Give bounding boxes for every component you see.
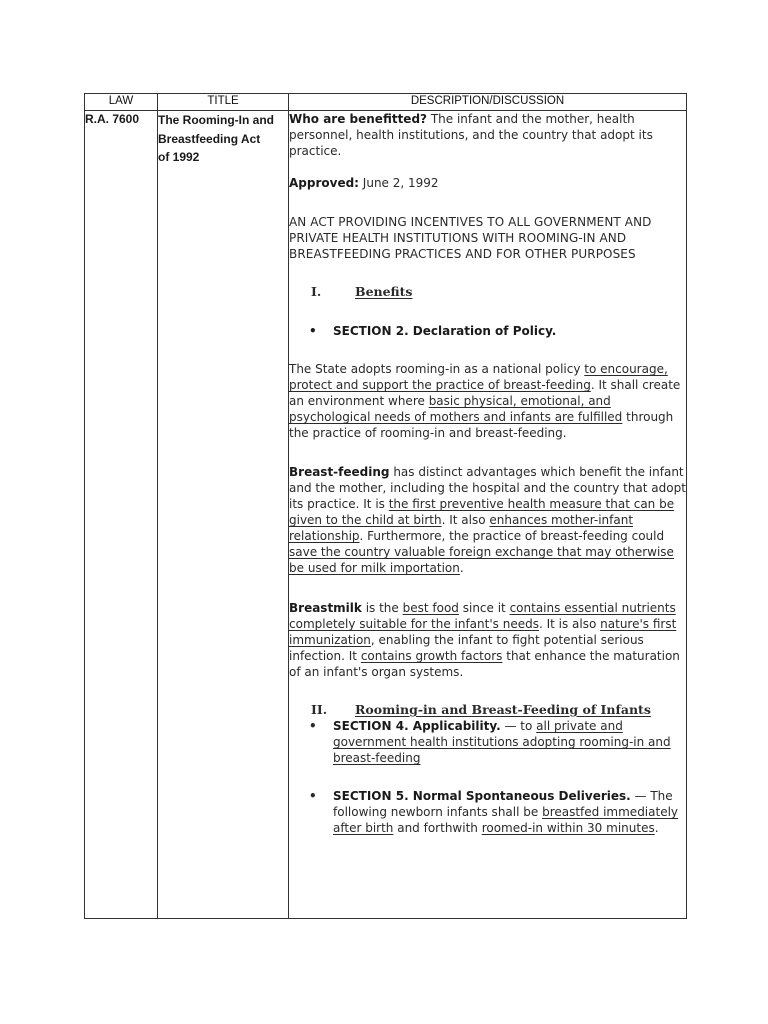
section-5-underline: roomed-in within 30 minutes: [481, 821, 655, 835]
breastmilk-underline: contains growth factors: [360, 649, 503, 663]
header-title: TITLE: [158, 94, 289, 111]
breastfeeding-label: Breast-feeding: [289, 465, 390, 479]
act-title: AN ACT PROVIDING INCENTIVES TO ALL GOVERNMENT AND PRIVATE HEALTH INSTITUTIONS WITH ROOMING-IN AND BREASTFEEDING PRACTICES AND FOR OTHER PURPOSES: [289, 215, 652, 261]
part-2-heading: [289, 702, 686, 718]
section-2-list: [289, 323, 686, 339]
section-2-heading: • SECTION 2. Declaration of Policy.: [333, 323, 686, 339]
law-title-line: of 1992: [158, 150, 200, 164]
breastmilk-underline: best food: [402, 601, 459, 615]
section-5-item: [333, 788, 686, 836]
breastfeeding-text: . It also: [441, 513, 490, 527]
table-header-row: [85, 94, 687, 111]
header-description: DESCRIPTION/DISCUSSION: [289, 94, 687, 111]
section-5-list: [289, 788, 686, 836]
law-title-line: The Rooming-In and: [158, 113, 274, 127]
approved-label: Approved:: [289, 176, 359, 190]
description-cell: [289, 111, 687, 919]
breastmilk-underline: contains essential nutrients completely suitable for the infant's needs: [289, 601, 676, 631]
policy-text: The State adopts rooming-in as a national policy: [289, 362, 585, 376]
section-4-text: — to: [500, 719, 537, 733]
part-1-number: I.: [311, 284, 322, 299]
policy-text: . It shall create an environment where: [289, 378, 681, 408]
section-5-label: SECTION 5. Normal Spontaneous Deliveries.: [333, 789, 631, 803]
section-4-item: [333, 718, 686, 766]
breastmilk-text: is the: [361, 601, 403, 615]
law-number: R.A. 7600: [85, 111, 158, 919]
section-4-underline: all private and government health institutions adopting rooming-in and breast-feeding: [333, 719, 671, 765]
breastfeeding-underline: enhances mother-infant relationship: [289, 513, 634, 543]
policy-paragraph: [289, 361, 686, 441]
law-title-line: Breastfeeding Act: [158, 131, 261, 146]
part-1-title: Benefits: [355, 284, 413, 299]
breastmilk-underline: nature's first immunization: [289, 617, 677, 647]
breastfeeding-text: . Furthermore, the practice of breast-feeding could: [359, 529, 665, 543]
part-2-title: Rooming-in and Breast-Feeding of Infants: [355, 702, 651, 717]
policy-underline: basic physical, emotional, and psychological needs of mothers and infants are fulfilled: [289, 394, 623, 424]
part-1-heading: [289, 284, 686, 300]
breastmilk-text: , enabling the infant to fight potential serious infection. It: [289, 633, 644, 663]
breastfeeding-text: has distinct advantages which benefit the infant and the mother, including the hospital and the country that adopt its practice. It is: [289, 465, 686, 511]
section-4-list: [289, 718, 686, 766]
breastfeeding-underline: save the country valuable foreign exchange that may otherwise be used for milk importation: [289, 545, 674, 575]
policy-underline: to encourage, protect and support the practice of breast-feeding: [289, 362, 668, 392]
header-law: LAW: [85, 94, 158, 111]
law-title: [158, 111, 289, 919]
section-4-label: SECTION 4. Applicability.: [333, 719, 501, 733]
law-table: [84, 93, 687, 919]
section-5-text: .: [654, 821, 659, 835]
breastfeeding-paragraph: [289, 464, 686, 576]
breastmilk-label: Breastmilk: [289, 601, 362, 615]
approved-line: [289, 175, 686, 191]
breastmilk-text: that enhance the maturation of an infant's organ systems.: [289, 649, 680, 679]
section-5-underline: breastfed immediately after birth: [333, 805, 679, 835]
part-2-number: II.: [311, 702, 328, 717]
table-row: [85, 111, 687, 919]
breastmilk-text: since it: [458, 601, 510, 615]
breastfeeding-text: .: [459, 561, 464, 575]
section-5-text: — The following newborn infants shall be: [333, 789, 673, 819]
who-text: The infant and the mother, health personnel, health institutions, and the country that adopt its practice.: [289, 112, 653, 158]
breastmilk-paragraph: [289, 600, 686, 680]
who-label: Who are benefitted?: [289, 112, 427, 126]
approved-date: June 2, 1992: [358, 176, 439, 190]
who-benefitted: [289, 111, 686, 159]
breastfeeding-underline: the first preventive health measure that can be given to the child at birth: [289, 497, 675, 527]
breastmilk-text: . It is also: [538, 617, 601, 631]
section-5-text: and forthwith: [393, 821, 482, 835]
policy-text: through the practice of rooming-in and breast-feeding.: [289, 410, 674, 440]
